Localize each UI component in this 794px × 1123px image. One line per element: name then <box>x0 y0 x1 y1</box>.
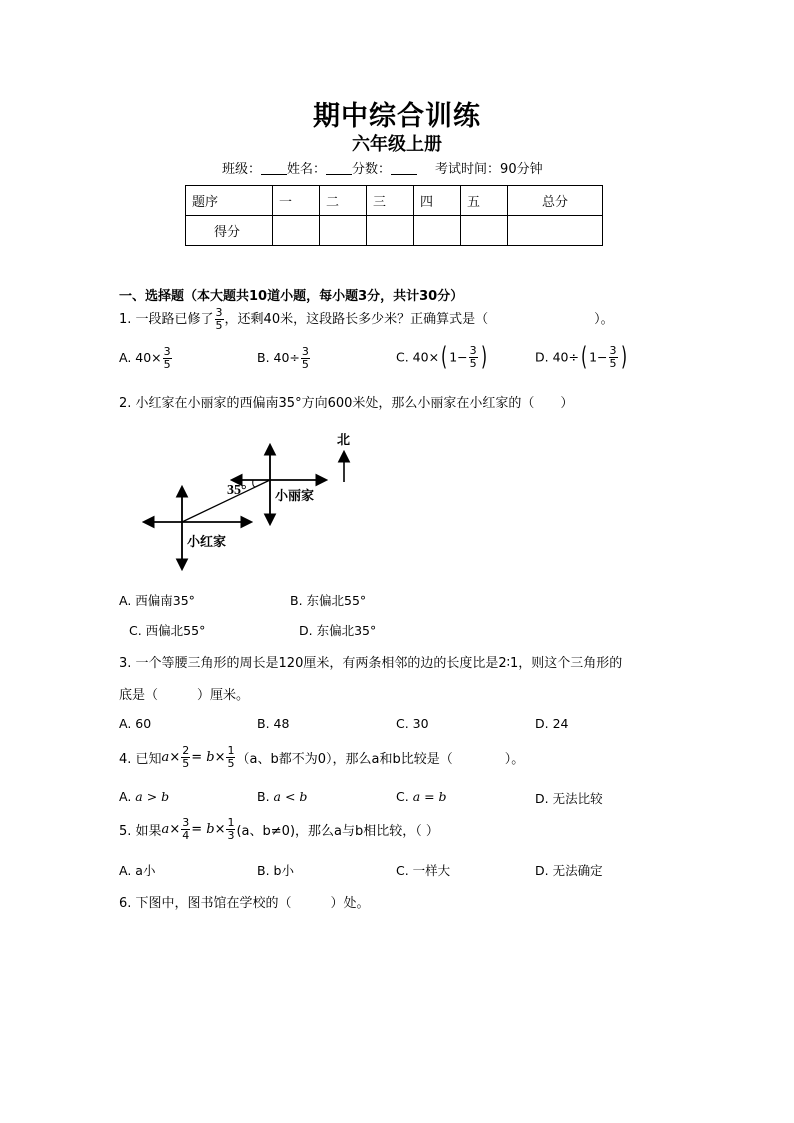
q3-option-b[interactable]: B. 48 <box>257 716 290 731</box>
q5-option-b[interactable]: B. b小 <box>257 863 294 878</box>
q5-option-a[interactable]: A. a小 <box>119 863 156 878</box>
class-label: 班级： <box>222 162 262 177</box>
q2-option-d[interactable]: D. 东偏北35° <box>299 623 377 638</box>
q3-option-c[interactable]: C. 30 <box>396 716 429 731</box>
q2-option-c[interactable]: C. 西偏北55° <box>129 623 206 638</box>
table-cell: 得分 <box>186 216 273 246</box>
table-cell: 题序 <box>186 186 273 216</box>
table-cell: 五 <box>461 186 508 216</box>
score-table <box>185 185 603 246</box>
q3-option-a[interactable]: A. 60 <box>119 716 152 731</box>
q5-option-d[interactable]: D. 无法确定 <box>535 863 603 878</box>
student-info-line <box>222 158 543 177</box>
class-blank[interactable] <box>261 162 287 175</box>
q5-option-c[interactable]: C. 一样大 <box>396 863 451 878</box>
question-3-line-1: 3. 一个等腰三角形的周长是120厘米，有两条相邻的边的长度比是2∶1，则这个三角形的 <box>119 656 623 671</box>
q1-prefix: 1. 一段路已修了 <box>119 312 214 327</box>
q2-option-b[interactable]: B. 东偏北55° <box>290 593 367 608</box>
q4-option-d[interactable]: D. 无法比较 <box>535 791 603 806</box>
table-cell: 四 <box>414 186 461 216</box>
score-table-score-row <box>186 216 603 246</box>
time-label: 考试时间：90分钟 <box>435 162 543 177</box>
score-cell[interactable] <box>461 216 508 246</box>
section-heading: 一、选择题（本大题共10道小题，每小题3分，共计30分） <box>119 289 464 304</box>
score-cell[interactable] <box>367 216 414 246</box>
score-cell[interactable] <box>273 216 320 246</box>
score-table-header-row <box>186 186 603 216</box>
q1-option-d[interactable]: D. 40÷( 1− $\frac{3}{5}$ ) <box>535 342 627 372</box>
score-cell[interactable] <box>320 216 367 246</box>
table-cell: 总分 <box>508 186 603 216</box>
page-title: 期中综合训练 <box>313 101 481 132</box>
score-cell[interactable] <box>414 216 461 246</box>
question-2: 2. 小红家在小丽家的西偏南35°方向600米处，那么小丽家在小红家的（ ） <box>119 396 574 411</box>
table-cell: 三 <box>367 186 414 216</box>
score-label: 分数： <box>352 162 392 177</box>
question-4: 4. 已知a× $\frac{2}{5}$ = b× $\frac{1}{5}$ （a、b都不为0），那么a和b比较是（ ）。 <box>119 744 525 770</box>
direction-diagram <box>135 428 375 578</box>
angle-arc <box>253 480 255 487</box>
question-5: 5. 如果a× $\frac{3}{4}$ = b× $\frac{1}{3}$ (a、b≠0)，那么a与b相比较，（ ） <box>119 816 439 842</box>
page-subtitle: 六年级上册 <box>352 134 442 155</box>
q1-option-a[interactable]: A. 40× $\frac{3}{5}$ <box>119 345 171 371</box>
name-blank[interactable] <box>326 162 352 175</box>
xiaoli-label: 小丽家 <box>275 489 315 504</box>
table-cell: 二 <box>320 186 367 216</box>
q1-option-c[interactable]: C. 40×( 1− $\frac{3}{5}$ ) <box>396 342 487 372</box>
connecting-line <box>182 480 270 522</box>
question-6: 6. 下图中，图书馆在学校的（ ）处。 <box>119 896 370 911</box>
q1-option-b[interactable]: B. 40÷ $\frac{3}{5}$ <box>257 345 309 371</box>
q1-suffix: ，还剩40米，这段路长多少米？正确算式是（ <box>224 312 489 327</box>
q4-option-a[interactable]: A. a > b <box>119 789 170 804</box>
score-cell[interactable] <box>508 216 603 246</box>
q3-option-d[interactable]: D. 24 <box>535 716 569 731</box>
q2-option-a[interactable]: A. 西偏南35° <box>119 593 195 608</box>
question-1 <box>119 307 614 332</box>
score-blank[interactable] <box>391 162 417 175</box>
fraction: $\frac{3}{5}$ <box>215 306 223 332</box>
q4-option-b[interactable]: B. a < b <box>257 789 308 804</box>
name-label: 姓名： <box>287 162 327 177</box>
question-3-line-2: 底是（ ）厘米。 <box>119 688 250 703</box>
north-label: 北 <box>337 433 351 448</box>
table-cell: 一 <box>273 186 320 216</box>
xiaohong-label: 小红家 <box>187 535 227 550</box>
q4-option-c[interactable]: C. a = b <box>396 789 447 804</box>
q1-end: ）。 <box>594 312 614 327</box>
angle-label: 35° <box>227 483 247 498</box>
